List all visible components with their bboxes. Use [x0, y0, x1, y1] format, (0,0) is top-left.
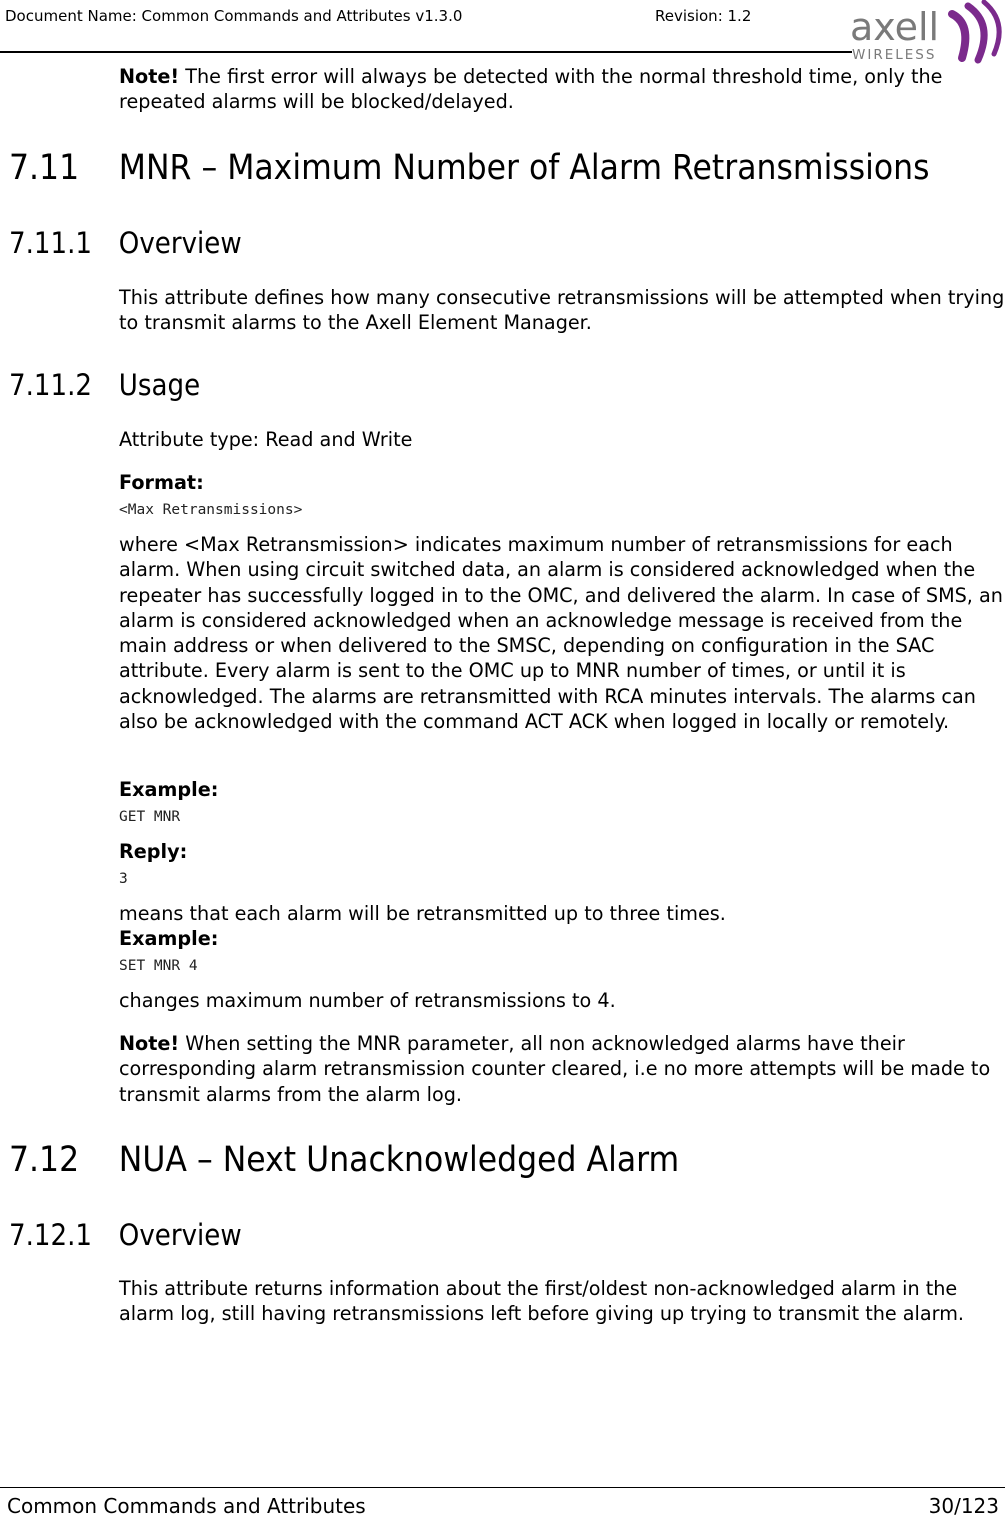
usage-description: where <Max Retransmission> indicates maximum number of retransmissions for each alarm. When using circuit switched data, an alarm is considered acknowledged when the repeater has successfully logged in to the OMC, and delivered the alarm. In case of SMS, an alarm is considered acknowledged when an acknowledge message is received from the main address or when delivered to the SMSC, depending on configuration in the SAC attribute. Every alarm is sent to the OMC up to MNR number of times, or until it is acknowledged. The alarms are retransmitted with RCA minutes intervals. The alarms can also be acknowledged with the command ACT ACK when logged in locally or remotely.	[119, 533, 1003, 734]
example-code: GET MNR	[119, 809, 181, 825]
footer-title: Common Commands and Attributes	[7, 1494, 366, 1518]
subsection-heading-7-11-2	[9, 368, 200, 402]
reply-code: 3	[119, 871, 128, 887]
note-paragraph	[119, 1031, 1005, 1107]
note-text: When setting the MNR parameter, all non acknowledged alarms have their corresponding alarm retransmission counter cleared, i.e no more attempts will be made to transmit alarms from the alarm log.	[119, 1032, 991, 1106]
subsection-title: Overview	[118, 226, 242, 260]
subsection-number: 7.11.2	[9, 368, 93, 402]
attribute-type: Attribute type: Read and Write	[119, 428, 413, 451]
section-title: NUA – Next Unacknowledged Alarm	[118, 1140, 680, 1180]
subsection-heading-7-11-1	[9, 226, 242, 260]
reply-description: means that each alarm will be retransmitted up to three times.	[119, 902, 726, 925]
logo-signal-icon	[952, 2, 999, 60]
section-number: 7.11	[9, 148, 80, 188]
logo-subtitle: WIRELESS	[852, 47, 937, 63]
document-name: Document Name: Common Commands and Attributes v1.3.0	[5, 7, 463, 25]
subsection-title: Usage	[118, 368, 201, 402]
axell-logo	[848, 0, 1005, 66]
subsection-number: 7.11.1	[9, 226, 93, 260]
example-description: changes maximum number of retransmissions to 4.	[119, 989, 616, 1012]
example-label: Example:	[119, 927, 219, 950]
subsection-title: Overview	[118, 1218, 242, 1252]
header-divider	[0, 51, 852, 53]
example-code: SET MNR 4	[119, 958, 198, 974]
subsection-number: 7.12.1	[9, 1218, 93, 1252]
example-label: Example:	[119, 778, 219, 801]
overview-paragraph: This attribute defines how many consecutive retransmissions will be attempted when trying to transmit alarms to the Axell Element Manager.	[119, 286, 1005, 335]
revision: Revision: 1.2	[655, 7, 752, 25]
format-code: <Max Retransmissions>	[119, 502, 303, 518]
page-number: 30/123	[928, 1494, 999, 1518]
reply-label: Reply:	[119, 840, 188, 863]
section-title: MNR – Maximum Number of Alarm Retransmissions	[118, 148, 930, 188]
subsection-heading-7-12-1	[9, 1218, 242, 1252]
note-text: The first error will always be detected with the normal threshold time, only the repeated alarms will be blocked/delayed.	[119, 65, 943, 114]
logo-wordmark: axell	[850, 5, 940, 49]
section-number: 7.12	[9, 1140, 80, 1180]
footer-divider	[0, 1487, 1005, 1488]
format-label: Format:	[119, 471, 204, 494]
section-heading-7-11	[9, 148, 930, 188]
section-heading-7-12	[9, 1140, 679, 1180]
note-label: Note!	[119, 1032, 180, 1055]
overview-paragraph: This attribute returns information about the first/oldest non-acknowledged alarm in the alarm log, still having retransmissions left before giving up trying to transmit the alarm.	[119, 1277, 964, 1326]
note-paragraph	[119, 64, 1005, 115]
note-label: Note!	[119, 65, 180, 88]
